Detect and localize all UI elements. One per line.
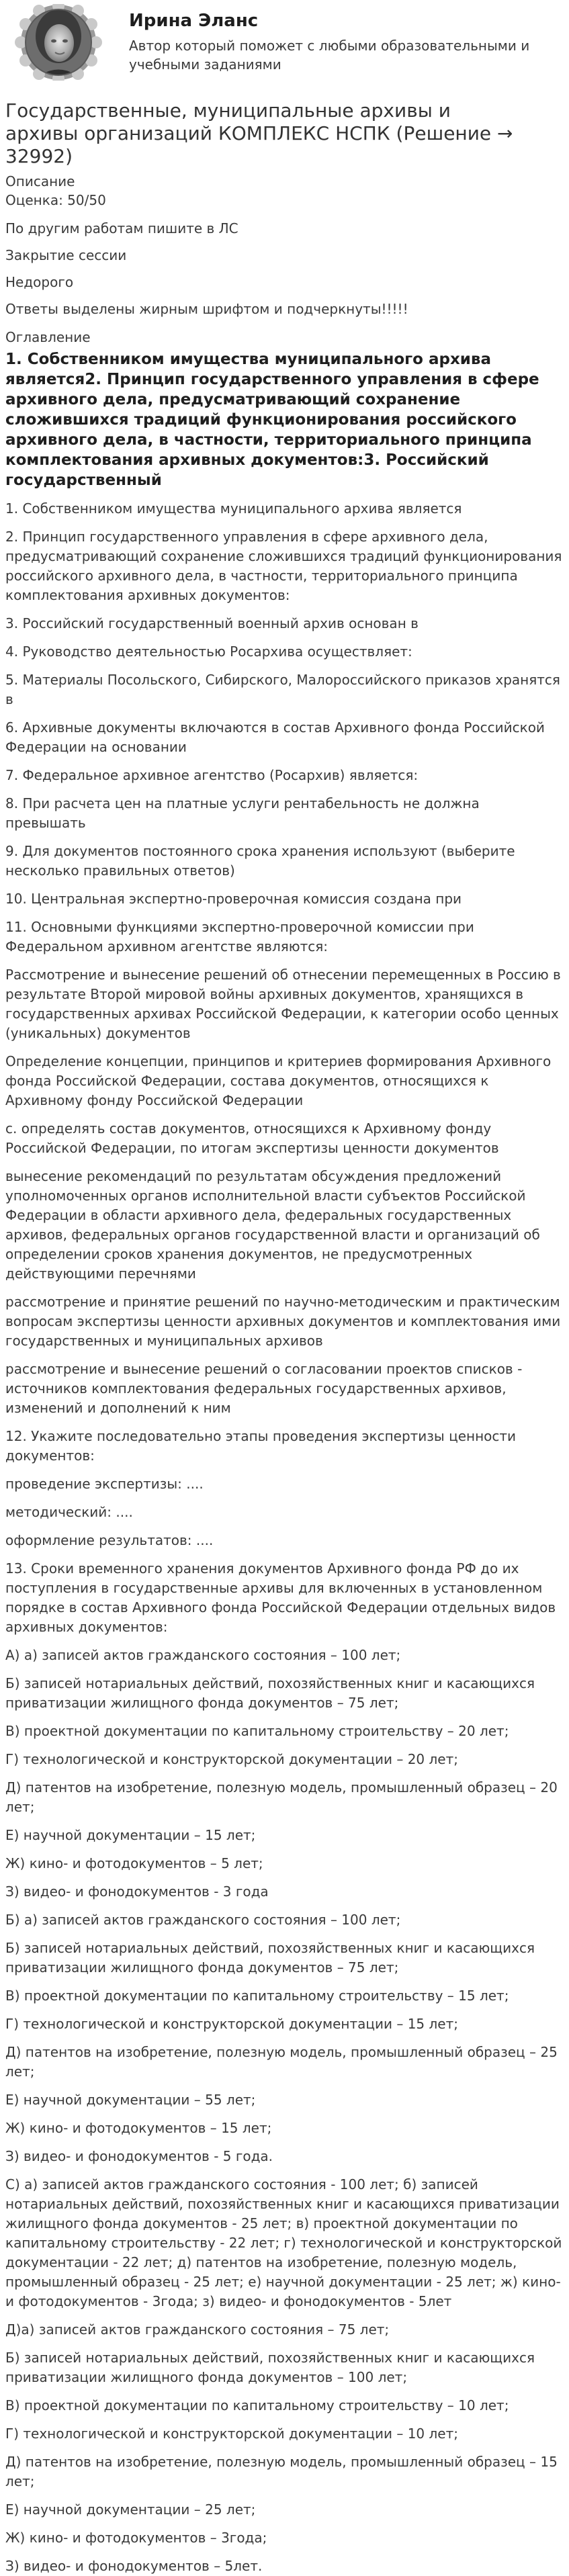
note-text: По другим работам пишите в ЛС — [5, 220, 238, 236]
avatar[interactable] — [8, 4, 109, 81]
list-item: 11. Основными функциями экспертно-проверочной комиссии при Федеральном архивном агентстве являются: — [5, 919, 474, 954]
list-item: с. определять состав документов, относящихся к Архивному фонду Российской Федерации, по итогам экспертизы ценности документов — [5, 1120, 499, 1156]
list-item: методический: .... — [5, 1504, 133, 1520]
note-text: Закрытие сессии — [5, 247, 127, 263]
list-item: Б) записей нотариальных действий, похозяйственных книг и касающихся приватизации жилищного фонда документов – 75 лет; — [5, 1675, 535, 1711]
list-item: Ж) кино- и фотодокументов – 15 лет; — [5, 2120, 272, 2136]
list-item: Ж) кино- и фотодокументов – 3года; — [5, 2530, 267, 2546]
list-item: 5. Материалы Посольского, Сибирского, Малороссийского приказов хранятся в — [5, 672, 560, 707]
list-item: Б) а) записей актов гражданского состояния – 100 лет; — [5, 1912, 401, 1928]
page-title: Государственные, муниципальные архивы и архивы организаций КОМПЛЕКС НСПК (Решение → 32992) — [5, 99, 513, 167]
author-card — [5, 0, 564, 83]
list-item: Д) патентов на изобретение, полезную модель, промышленный образец – 20 лет; — [5, 1779, 558, 1815]
list-item: рассмотрение и вынесение решений о согласовании проектов списков - источников комплектования федеральных государственных архивов, изменений и дополнений к ним — [5, 1361, 523, 1416]
question-list — [5, 499, 564, 2576]
list-item: Б) записей нотариальных действий, похозяйственных книг и касающихся приватизации жилищного фонда документов – 75 лет; — [5, 1940, 535, 1975]
list-item: Е) научной документации – 25 лет; — [5, 2501, 256, 2518]
list-item: 13. Сроки временного хранения документов Архивного фонда РФ до их поступления в государственные архивы для включенных в установленном порядке в состав Архивного фонда Российской Федерации отдельных видов архивных документов: — [5, 1560, 556, 1635]
rating: Оценка: 50/50 — [5, 192, 106, 208]
list-item: Е) научной документации – 15 лет; — [5, 1827, 256, 1843]
list-item: С) а) записей актов гражданского состояния - 100 лет; б) записей нотариальных действий, похозяйственных книг и касающихся приватизации жилищного фонда документов - 25 лет; в) проектной документации по капитальному строительству - 22 лет; г) технологической и конструкторской документации - 22 лет; д) патентов на изобретение, полезную модель, промышленный образец - 25 лет; е) научной документации - 25 лет; ж) кино- и фотодокументов - 3года; з) видео- и фонодокументов - 5лет — [5, 2176, 562, 2309]
list-item: Б) записей нотариальных действий, похозяйственных книг и касающихся приватизации жилищного фонда документов – 100 лет; — [5, 2350, 535, 2385]
list-item: 7. Федеральное архивное агентство (Росархив) является: — [5, 767, 419, 783]
list-item: Е) научной документации – 55 лет; — [5, 2092, 256, 2108]
list-item: 2. Принцип государственного управления в сфере архивного дела, предусматривающий сохранение сложившихся традиций функционирования российского архивного дела, в частности, территориального принципа комплектования архивных документов: — [5, 529, 562, 603]
list-item: З) видео- и фонодокументов - 5 года. — [5, 2148, 273, 2164]
note-text: Недорого — [5, 274, 74, 290]
list-item: оформление результатов: .... — [5, 1532, 214, 1548]
list-item: вынесение рекомендаций по результатам обсуждения предложений уполномоченных органов исполнительной власти субъектов Российской Федерации в области архивного дела, федеральных государственных архивов, федеральных органов государственной власти и организаций об определении сроков хранения документов, не предусмотренных действующими перечнями — [5, 1168, 540, 1282]
list-item: 9. Для документов постоянного срока хранения используют (выберите несколько правильных ответов) — [5, 843, 515, 879]
table-of-contents: 1. Собственником имущества муниципального архива является2. Принцип государственного управления в сфере архивного дела, предусматривающий сохранение сложившихся традиций функционирования российского архивного дела, в частности, территориального принципа комплектования архивных документов:3. Российский государственный — [5, 351, 539, 489]
list-item: 8. При расчета цен на платные услуги рентабельность не должна превышать — [5, 795, 480, 831]
list-item: В) проектной документации по капитальному строительству – 15 лет; — [5, 1988, 509, 2004]
list-item: 12. Укажите последовательно этапы проведения экспертизы ценности документов: — [5, 1428, 517, 1464]
list-item: Определение концепции, принципов и критериев формирования Архивного фонда Российской Федерации, состава документов, относящихся к Архивному фонду Российской Федерации — [5, 1053, 552, 1108]
avatar-image — [8, 4, 109, 81]
list-item: 4. Руководство деятельностью Росархива осуществляет: — [5, 643, 412, 660]
list-item: В) проектной документации по капитальному строительству – 20 лет; — [5, 1723, 509, 1739]
list-item: 1. Собственником имущества муниципального архива является — [5, 500, 462, 517]
list-item: Д)а) записей актов гражданского состояния – 75 лет; — [5, 2321, 390, 2338]
toc-label: Оглавление — [5, 329, 91, 345]
list-item: 3. Российский государственный военный архив основан в — [5, 615, 419, 631]
note-text: Ответы выделены жирным шрифтом и подчеркнуты!!!!! — [5, 301, 408, 317]
author-description: Автор который поможет с любыми образовательными и учебными заданиями — [129, 38, 530, 73]
list-item: рассмотрение и принятие решений по научно-методическим и практическим вопросам экспертизы ценности архивных документов и комплектования ими государственных и муниципальных архивов — [5, 1294, 561, 1349]
list-item: 10. Центральная экспертно-проверочная комиссия создана при — [5, 891, 462, 907]
list-item: Г) технологической и конструкторской документации – 10 лет; — [5, 2426, 458, 2442]
author-name[interactable]: Ирина Эланс — [129, 11, 259, 31]
list-item: З) видео- и фонодокументов - 3 года — [5, 1883, 269, 1900]
list-item: Г) технологической и конструкторской документации – 15 лет; — [5, 2016, 458, 2032]
list-item: А) а) записей актов гражданского состояния – 100 лет; — [5, 1647, 401, 1663]
list-item: Рассмотрение и вынесение решений об отнесении перемещенных в Россию в результате Второй мировой войны архивных документов, хранящихся в государственных архивах Российской Федерации, к категории особо ценных (уникальных) документов — [5, 967, 561, 1041]
list-item: Ж) кино- и фотодокументов – 5 лет; — [5, 1855, 263, 1871]
description-label: Описание — [5, 173, 75, 189]
author-info — [129, 4, 532, 74]
list-item: Г) технологической и конструкторской документации – 20 лет; — [5, 1751, 458, 1767]
list-item: З) видео- и фонодокументов – 5лет. — [5, 2558, 263, 2574]
list-item: проведение экспертизы: .... — [5, 1476, 204, 1492]
list-item: Д) патентов на изобретение, полезную модель, промышленный образец – 25 лет; — [5, 2044, 558, 2080]
list-item: В) проектной документации по капитальному строительству – 10 лет; — [5, 2397, 509, 2413]
list-item: Д) патентов на изобретение, полезную модель, промышленный образец – 15 лет; — [5, 2454, 558, 2489]
list-item: 6. Архивные документы включаются в состав Архивного фонда Российской Федерации на основании — [5, 719, 545, 755]
